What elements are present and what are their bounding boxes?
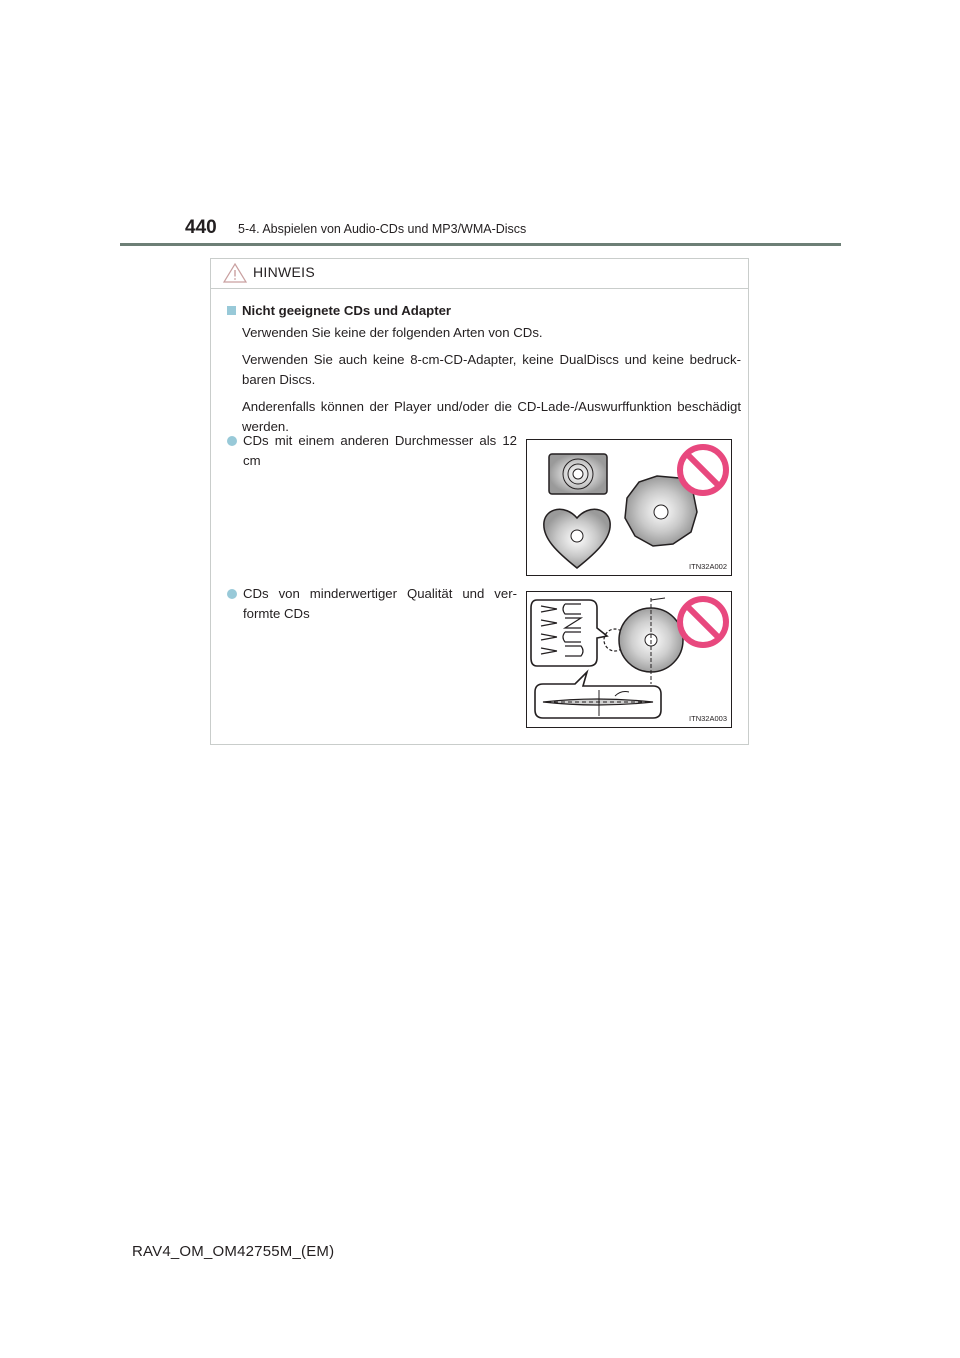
figure-code: ITN32A002 xyxy=(689,562,727,571)
bullet-text: CDs von minderwertiger Qualität und ver-formte CDs xyxy=(243,586,517,621)
notice-header xyxy=(211,259,748,289)
bullet-text: CDs mit einem anderen Durchmesser als 12 cm xyxy=(243,433,517,468)
warning-triangle-icon xyxy=(223,263,247,283)
section-title: 5-4. Abspielen von Audio-CDs und MP3/WMA-Discs xyxy=(238,222,527,236)
figure-code: ITN32A003 xyxy=(689,714,727,723)
heading-text: Nicht geeignete CDs und Adapter xyxy=(242,303,452,318)
paragraph: Verwenden Sie keine der folgenden Arten von CDs. xyxy=(242,325,543,340)
notice-box xyxy=(210,258,749,745)
round-bullet-icon xyxy=(227,436,237,446)
notice-heading xyxy=(227,301,741,321)
square-bullet-icon xyxy=(227,306,236,315)
bullet-item xyxy=(227,584,517,624)
bullet-item xyxy=(227,431,517,471)
illustration-odd-shaped-cds xyxy=(526,439,732,576)
round-bullet-icon xyxy=(227,589,237,599)
prohibition-icon xyxy=(680,447,726,493)
notice-content xyxy=(227,301,741,437)
deformed-cds-illustration xyxy=(527,592,731,727)
paragraph: Verwenden Sie auch keine 8-cm-CD-Adapter, keine DualDiscs und keine bedruck-baren Discs. xyxy=(242,352,741,387)
header-rule xyxy=(120,243,841,246)
paragraph: Anderenfalls können der Player und/oder die CD-Lade-/Auswurffunktion beschädigt werden. xyxy=(242,399,741,434)
odd-shaped-cds-illustration xyxy=(527,440,731,575)
footer-doc-code: RAV4_OM_OM42755M_(EM) xyxy=(132,1243,335,1260)
page-number: 440 xyxy=(185,217,217,238)
prohibition-icon xyxy=(680,599,726,645)
notice-title: HINWEIS xyxy=(253,264,315,280)
illustration-deformed-cds xyxy=(526,591,732,728)
